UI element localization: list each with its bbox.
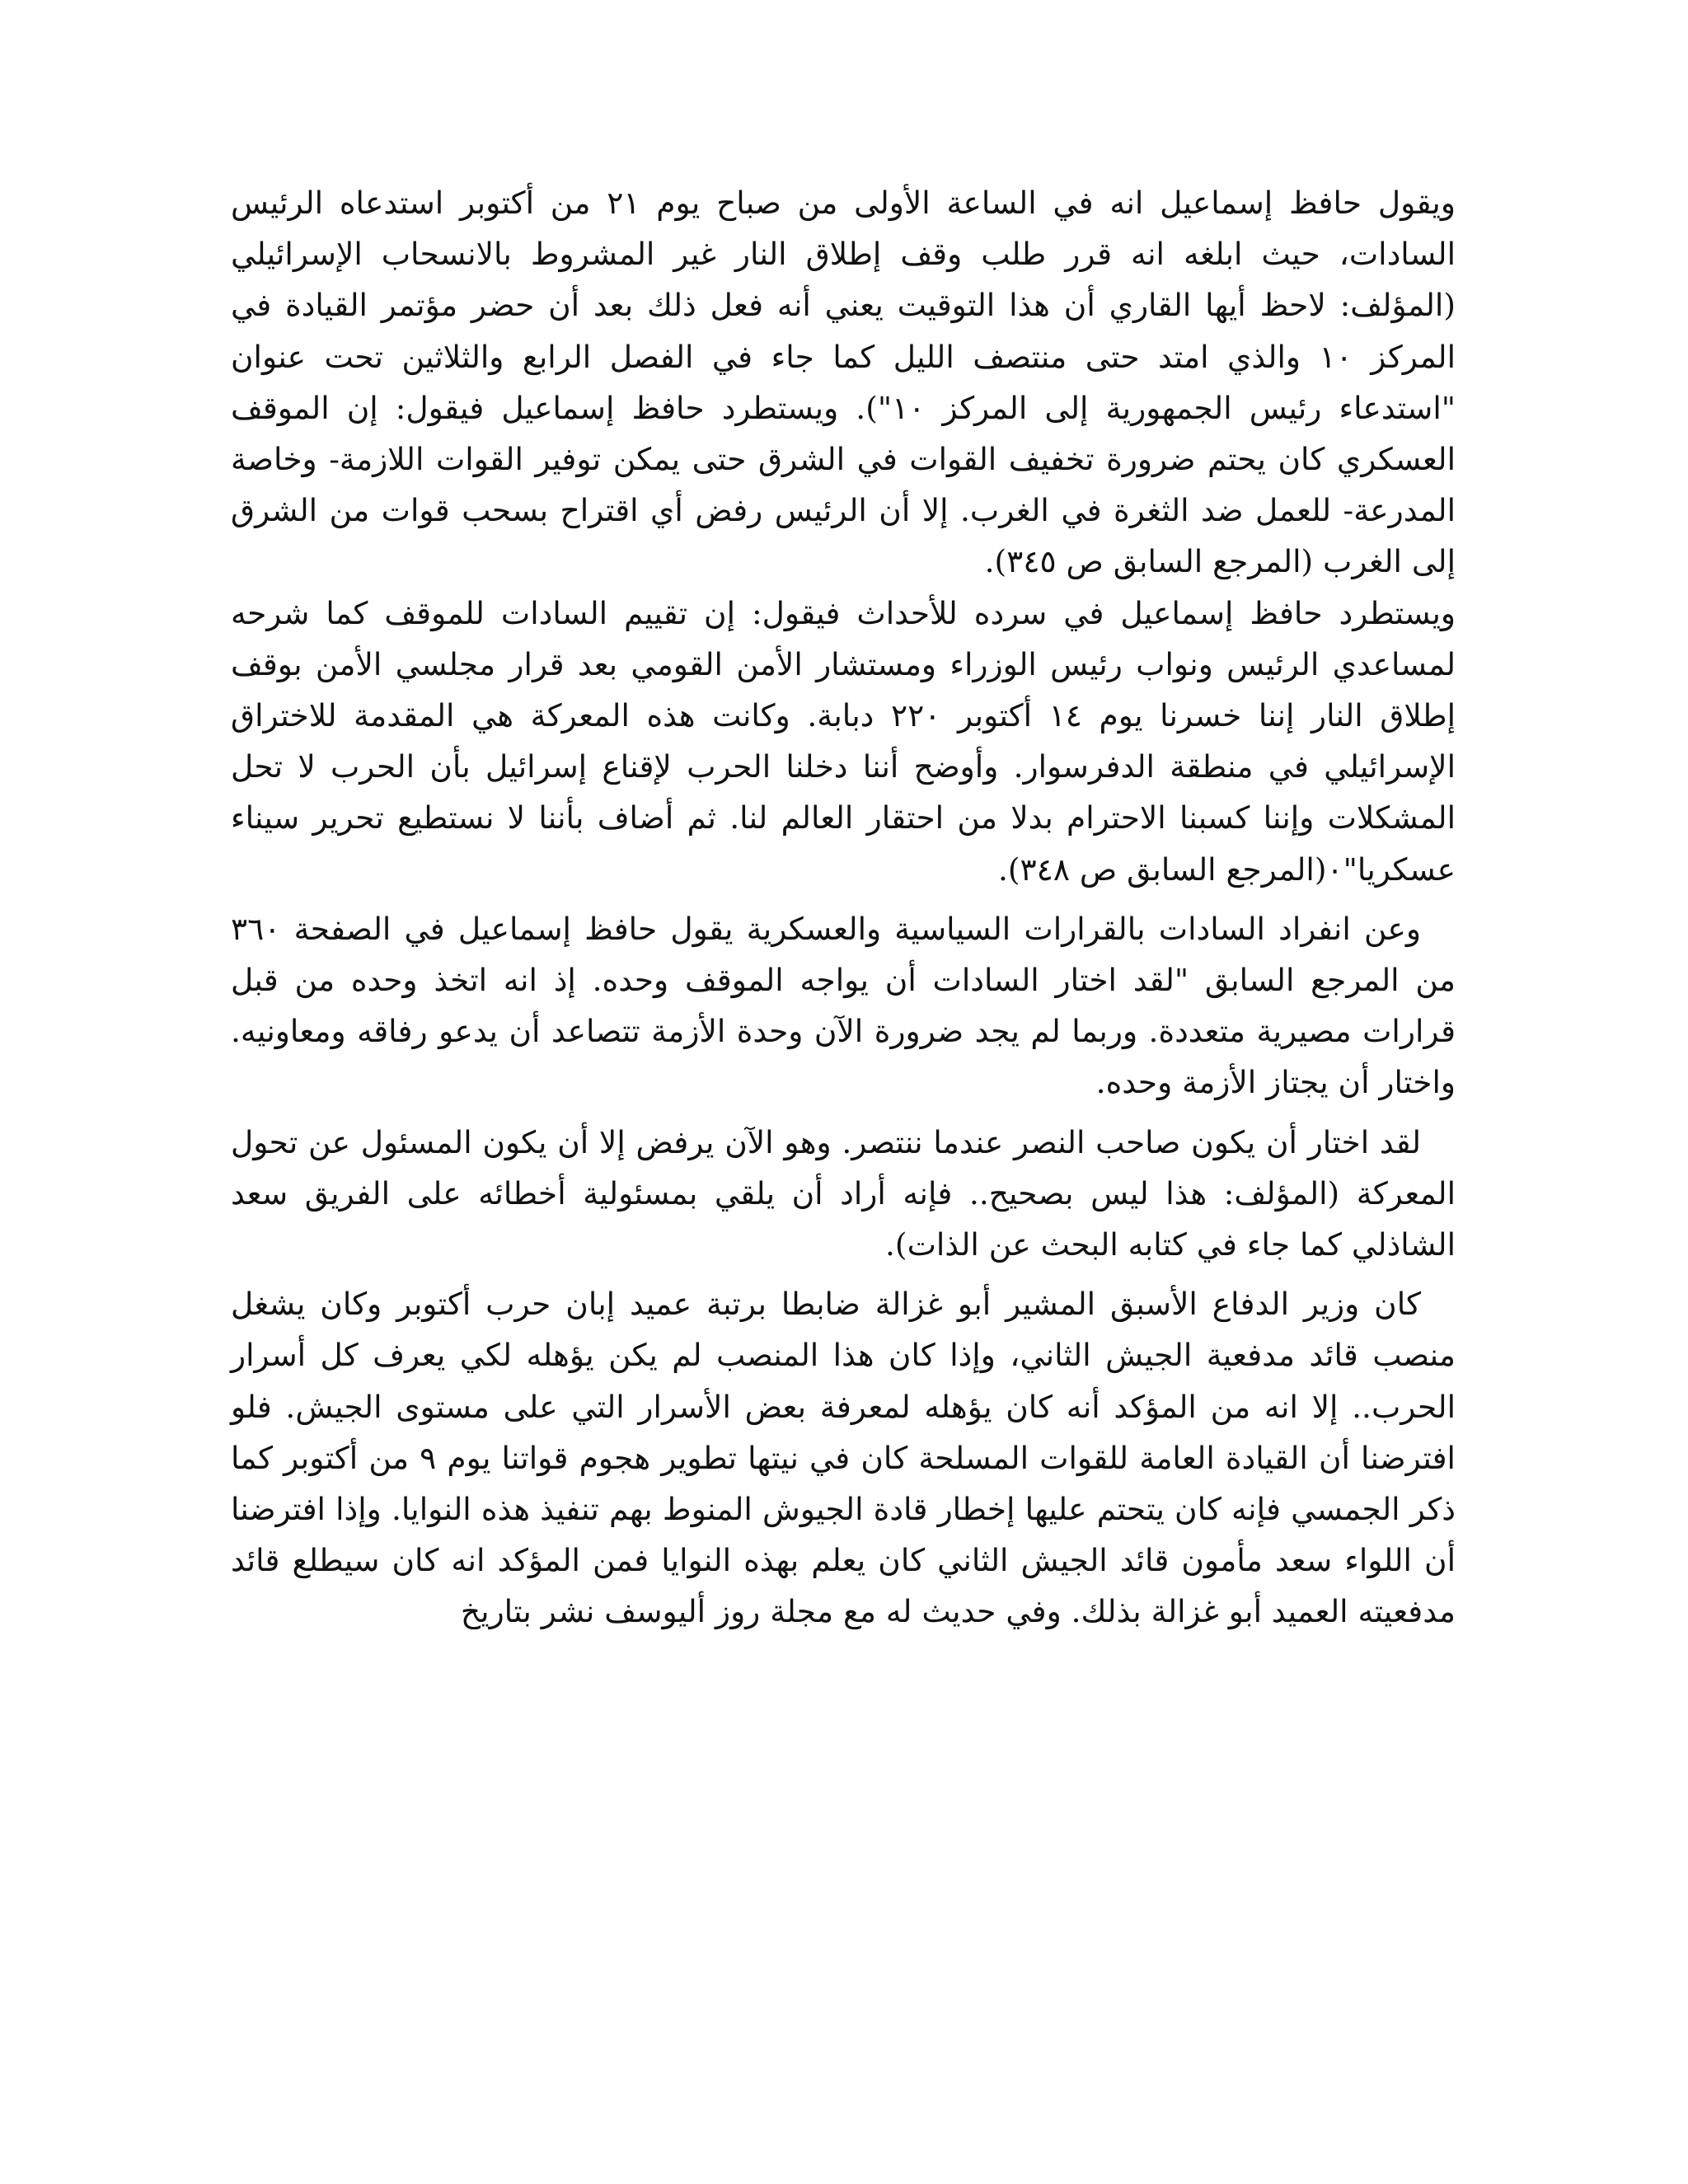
- body-text: [231, 177, 1456, 1638]
- paragraph-1: ويقول حافظ إسماعيل انه في الساعة الأولى من صباح يوم ٢١ من أكتوبر استدعاه الرئيس السادات، حيث ابلغه انه قرر طلب وقف إطلاق النار غير المشروط بالانسحاب الإسرائيلي (المؤلف: لاحظ أيها القاري أن هذا التوقيت يعني أنه فعل ذلك بعد أن حضر مؤتمر القيادة في المركز ١٠ والذي امتد حتى منتصف الليل كما جاء في الفصل الرابع والثلاثين تحت عنوان "استدعاء رئيس الجمهورية إلى المركز ١٠"). ويستطرد حافظ إسماعيل فيقول: إن الموقف العسكري كان يحتم ضرورة تخفيف القوات في الشرق حتى يمكن توفير القوات اللازمة- وخاصة المدرعة- للعمل ضد الثغرة في الغرب. إلا أن الرئيس رفض أي اقتراح بسحب قوات من الشرق إلى الغرب (المرجع السابق ص ٣٤٥).: [231, 185, 1456, 580]
- paragraph-5: كان وزير الدفاع الأسبق المشير أبو غزالة ضابطا برتبة عميد إبان حرب أكتوبر وكان يشغل منصب قائد مدفعية الجيش الثاني، وإذا كان هذا المنصب لم يكن يؤهله لكي يعرف كل أسرار الحرب.. إلا انه من المؤكد أنه كان يؤهله لمعرفة بعض الأسرار التي على مستوى الجيش. فلو افترضنا أن القيادة العامة للقوات المسلحة كان في نيتها تطوير هجوم قواتنا يوم ٩ من أكتوبر كما ذكر الجمسي فإنه كان يتحتم عليها إخطار قادة الجيوش المنوط بهم تنفيذ هذه النوايا. وإذا افترضنا أن اللواء سعد مأمون قائد الجيش الثاني كان يعلم بهذه النوايا فمن المؤكد انه كان سيطلع قائد مدفعيته العميد أبو غزالة بذلك. وفي حديث له مع مجلة روز أليوسف نشر بتاريخ: [231, 1286, 1456, 1630]
- paragraph-3: وعن انفراد السادات بالقرارات السياسية والعسكرية يقول حافظ إسماعيل في الصفحة ٣٦٠ من المرجع السابق "لقد اختار السادات أن يواجه الموقف وحده. إذ انه اتخذ وحده من قبل قرارات مصيرية متعددة. وربما لم يجد ضرورة الآن وحدة الأزمة تتصاعد أن يدعو رفاقه ومعاونيه. واختار أن يجتاز الأزمة وحده.: [231, 910, 1456, 1101]
- paragraph-4: لقد اختار أن يكون صاحب النصر عندما ننتصر. وهو الآن يرفض إلا أن يكون المسئول عن تحول المعركة (المؤلف: هذا ليس بصحيح.. فإنه أراد أن يلقي بمسئولية أخطائه على الفريق سعد الشاذلي كما جاء في كتابه البحث عن الذات).: [231, 1123, 1456, 1263]
- paragraph-2: ويستطرد حافظ إسماعيل في سرده للأحداث فيقول: إن تقييم السادات للموقف كما شرحه لمساعدي الرئيس ونواب رئيس الوزراء ومستشار الأمن القومي بعد قرار مجلسي الأمن بوقف إطلاق النار إننا خسرنا يوم ١٤ أكتوبر ٢٢٠ دبابة. وكانت هذه المعركة هي المقدمة للاختراق الإسرائيلي في منطقة الدفرسوار. وأوضح أننا دخلنا الحرب لإقناع إسرائيل بأن الحرب لا تحل المشكلات وإننا كسبنا الاحترام بدلا من احتقار العالم لنا. ثم أضاف بأننا لا نستطيع تحرير سيناء عسكريا"٠(المرجع السابق ص ٣٤٨).: [231, 594, 1456, 888]
